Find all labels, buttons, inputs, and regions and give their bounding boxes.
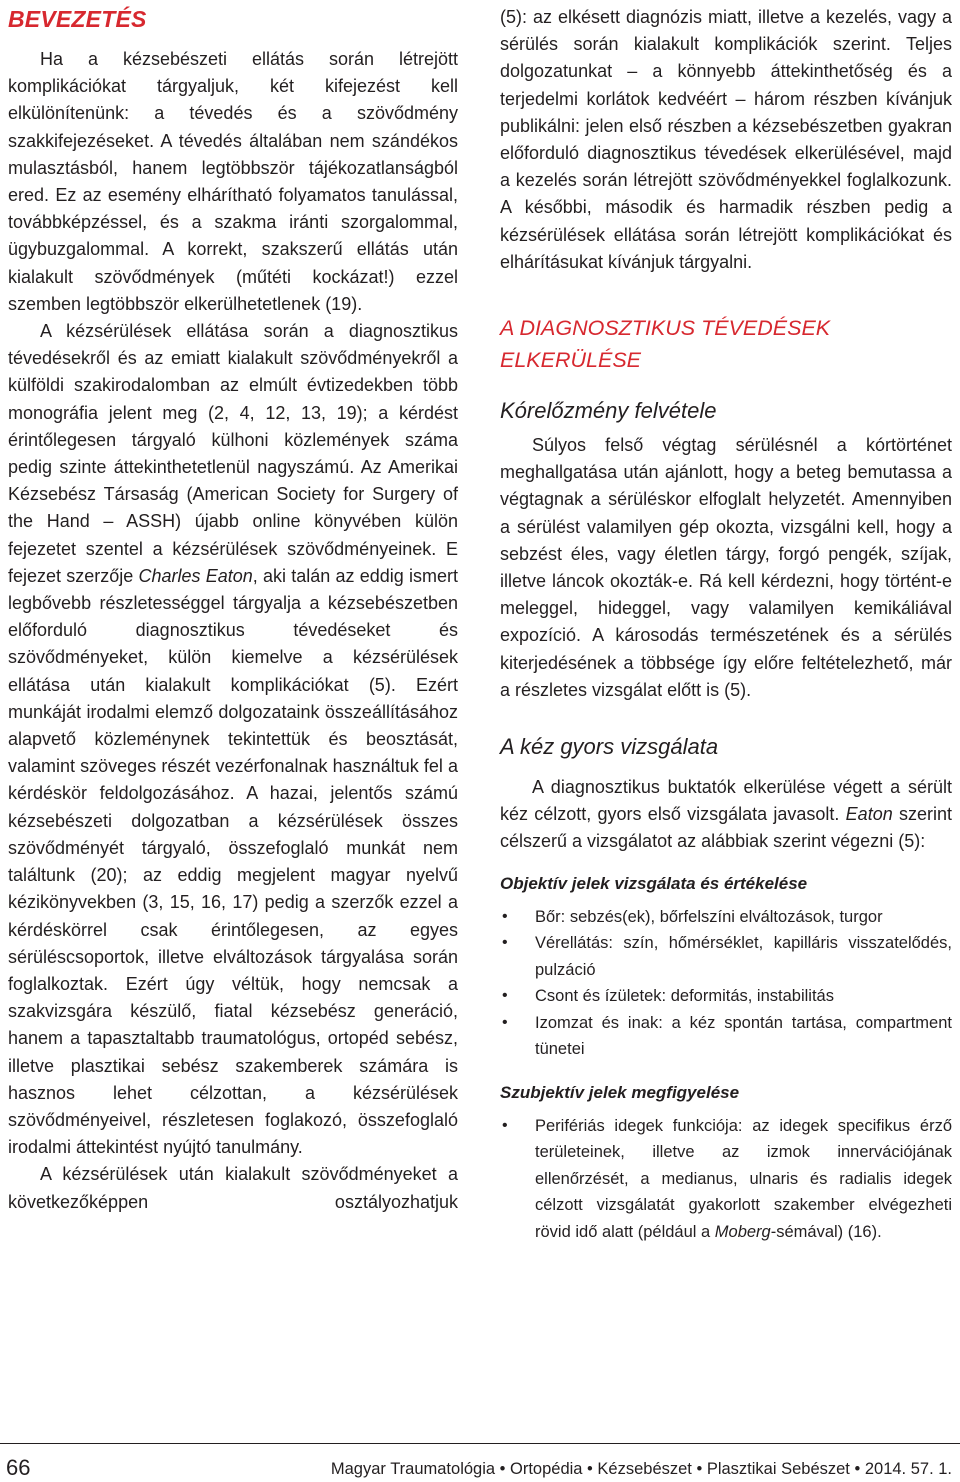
list-item [500,930,952,983]
paragraph-text: A diagnosztikus buktatók elkerülése végett a sérült kéz célzott, gyors első vizsgálata javasolt. [500,777,952,825]
subheading-quick-exam: A kéz gyors vizsgálata [500,734,719,760]
list-item [500,983,952,1010]
footer-divider [0,1443,960,1444]
author-name: Eaton [845,804,893,825]
intro-paragraph-2 [8,318,458,1161]
bullet-icon: • [502,987,508,1005]
author-name: Moberg [714,1222,771,1241]
paragraph-text: A kézsérülések ellátása során a diagnosztikus tévedésekről és az emiatt kialakult szövődményekről a külföldi szakirodalomban az elmúlt évtizedekben több monográfia jelent meg (2, 4, 12, 13, 19); a kérdést érintőlegesen tárgyaló külhoni közlemények száma pedig szinte áttekinthetetlenül nagyszámú. Az Amerikai Kézsebész Társaság (American Society for Surgery of the Hand – ASSH) újabb online könyvében külön fejezetet szentel a kézsérülések szövődményeinek. E fejezet szerzője [8,321,458,586]
bullet-icon: • [502,1116,508,1134]
paragraph-text: szerint célszerű a vizsgálatot az alábbiak szerint végezni (5): [500,804,952,852]
bullet-icon: • [502,1013,508,1031]
author-name: Charles Eaton [138,565,253,586]
bullet-icon: • [502,934,508,952]
list-item-text: Vérellátás: szín, hőmérséklet, kapilláris visszatelődés, pulzáció [535,934,952,979]
list-item-text: Bőr: sebzés(ek), bőrfelszíni elváltozások, turgor [535,907,883,926]
intro-paragraph-continued: (5): az elkésett diagnózis miatt, illetve a kezelés, vagy a sérülés során kialakult komplikációk szerint. Teljes dolgozatunkat – a könnyebb áttekinthetőség és a terjedelmi korlátok kedvéért – három részben kívánjuk publikálni: jelen első részben a kézsebészetben gyakran előforduló diagnosztikus tévedések elkerülésével, majd a kezelés során létrejött szövődményekkel foglalkozunk. A későbbi, második és harmadik részben pedig a kézsérülések ellátása során létrejött komplikációkat és elhárításukat kívánjuk tárgyalni. [500,7,952,272]
history-paragraph: Súlyos felső végtag sérülésnél a kórtörténet meghallgatása után ajánlott, hogy a beteg bemutassa a végtagnak a sérüléskor elfoglalt helyzetét. Amennyiben a sérülést valamilyen gép okozta, vizsgálni kell, hogy a sebzést éles, vagy életlen tárgy, forgó pengék, szíjak, illetve láncok okozták-e. Rá kell kérdezni, hogy történt-e meleggel, hideggel, vagy valamilyen kemikáliával expozíció. A károsodás természetének és a sérülés kiterjedésének a többsége így előre feltételezhető, már a részletes vizsgálat előtt is (5). [500,435,952,700]
intro-paragraph-3: A kézsérülések után kialakult szövődményeket a következőképpen osztályozhatjuk [8,1164,458,1212]
quick-exam-paragraph [500,774,952,856]
page-number: 66 [6,1455,31,1480]
list-item [500,1010,952,1063]
list-item-text: Izomzat és inak: a kéz spontán tartása, compartment tünetei [535,1013,952,1059]
subjective-signs-list [500,1113,952,1246]
list-item-text: Perifériás idegek funkciója: az idegek specifikus érző területeinek, illetve az izmok innervációjának ellenőrzését, a medianus, ulnaris és radialis idegek célzott vizsgálatát gyakorlott szakember elvégezheti rövid idő alatt (például a [535,1116,952,1241]
heading-line: A DIAGNOSZTIKUS TÉVEDÉSEK [500,316,831,341]
list-item-text: Csont és ízületek: deformitás, instabilitás [535,987,834,1006]
objective-signs-list [500,904,952,1063]
left-column [8,0,458,1216]
section-heading-bevezetes: BEVEZETÉS [8,6,147,32]
intro-paragraph-1: Ha a kézsebészeti ellátás során létrejött komplikációkat tárgyaljuk, két kifejezést kell elkülönítenünk: a tévedés és a szövődmény szakkifejezéseket. A tévedés általában nem szándékos mulasztásból, hanem legtöbbször tájékozatlanságból ered. Ez az esemény elhárítható folyamatos tanulással, továbbképzéssel, és a szakma iránti szorgalommal, ügybuzgalommal. A korrekt, szakszerű ellátás után kialakult szövődmények (műtéti kockázat!) ezzel szemben legtöbbször elkerülhetetlenek (19). [8,49,458,314]
list-item [500,1113,952,1246]
section-heading-diagnostic-errors [500,312,952,376]
heading-line: ELKERÜLÉSE [500,348,642,373]
list-item [500,904,952,931]
subheading-history: Kórelőzmény felvétele [500,398,717,424]
bullet-icon: • [502,907,508,925]
journal-citation: Magyar Traumatológia • Ortopédia • Kézsebészet • Plasztikai Sebészet • 2014. 57. 1. [330,1460,952,1478]
list-item-text: -sémával) (16). [770,1222,882,1241]
subheading-objective-signs: Objektív jelek vizsgálata és értékelése [500,873,808,893]
subheading-subjective-signs: Szubjektív jelek megfigyelése [500,1082,740,1102]
right-column [500,0,952,1245]
paragraph-text: , aki talán az eddig ismert legbővebb részletességgel tárgyalja a kézsebészetben előforduló diagnosztikus tévedéseket és szövődményeket, külön kiemelve a kézsérülések ellátása után kialakult komplikációkat (5). Ezért munkáját irodalmi elemző dolgozataink összeállításához alapvető közleménynek tekintettük és beosztását, valamint szöveges részét vezérfonalnak használtuk fel a kérdéskör feldolgozásához. A hazai, jelentős számú kézsebészeti dolgozatban a kézsérülések összes szövődményét tárgyaló, összefoglaló munkát nem találtunk (20); az eddig megjelent magyar nyelvű kézikönyvekben (3, 15, 16, 17) pedig a szerzők ezzel a kérdéskörrel csak érintőlegesen, az egyes sérüléscsoportok, illetve elváltozások tárgyalása során foglalkoztak. Ezért úgy véltük, hogy nemcsak a szakvizsgára készülő, fiatal kézsebész generáció, hanem a tapasztaltabb traumatológus, ortopéd sebész, illetve plasztikai sebész szakemberek számára is hasznos lehet célzottan, a kézsérülések szövődményeivel, részletesen foglakozó, összefoglaló irodalmi áttekintést nyújtó tanulmány. [8,565,458,1158]
